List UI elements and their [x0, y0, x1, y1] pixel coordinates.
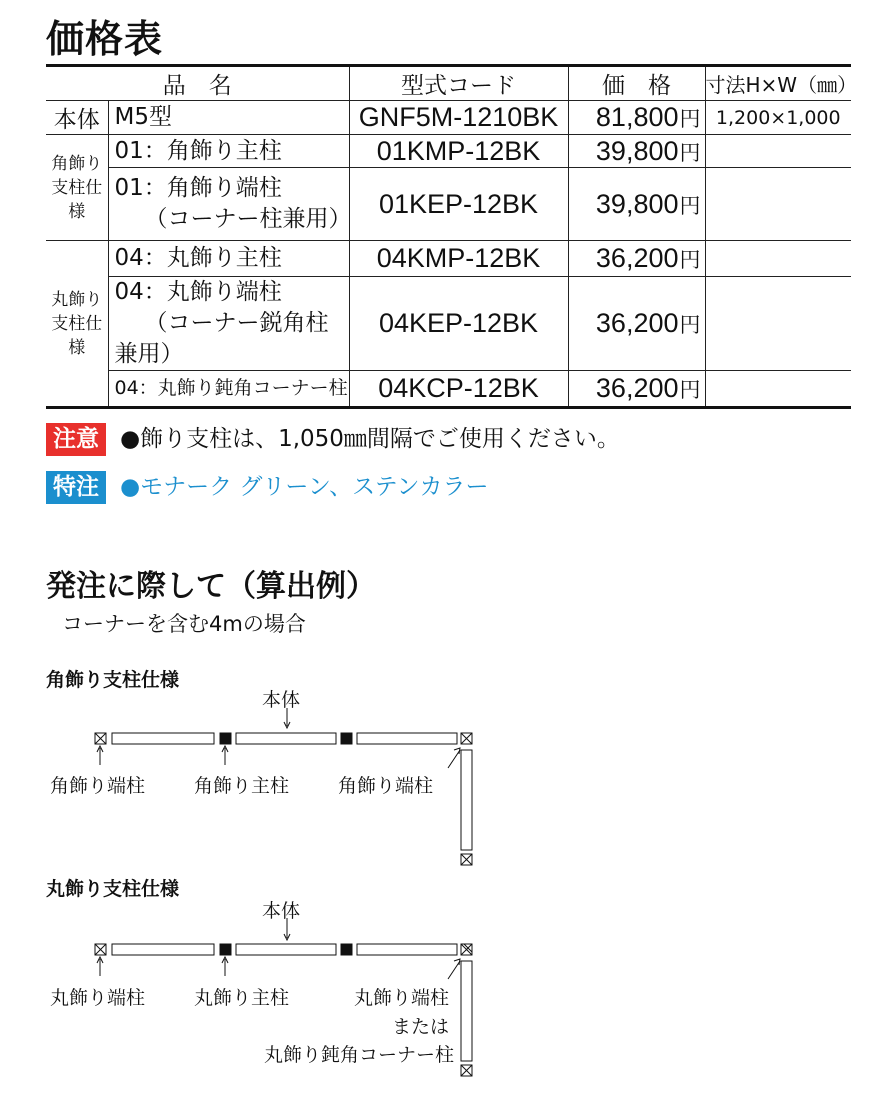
group-kaku-label: 角飾り 支柱仕様 [46, 135, 108, 241]
maru-end-price: 36,200円 [568, 277, 705, 371]
maru-label-end1: 丸飾り端柱 [50, 987, 146, 1009]
kaku-end-price: 39,800円 [568, 168, 705, 241]
diagram-kaku-title: 角飾り支柱仕様 [46, 669, 180, 691]
diagram-maru-body-label: 本体 [262, 900, 301, 922]
maru-end-code: 04KEP-12BK [349, 277, 568, 371]
maru-main-code: 04KMP-12BK [349, 241, 568, 277]
kaku-label-end1: 角飾り端柱 [50, 775, 146, 797]
table-row [46, 371, 851, 408]
main-post-icon [341, 944, 352, 955]
main-group: 本体 [46, 101, 108, 135]
end-post-icon [95, 944, 106, 955]
end-post-icon [461, 733, 472, 744]
table-row [46, 277, 851, 371]
diagram-maru-title: 丸飾り支柱仕様 [46, 878, 180, 900]
header-code: 型式コード [349, 66, 568, 101]
special-note [46, 468, 488, 504]
kaku-main-code: 01KMP-12BK [349, 135, 568, 168]
kaku-main-name: 01：角飾り主柱 [108, 135, 349, 168]
panel [357, 733, 457, 744]
maru-main-price: 36,200円 [568, 241, 705, 277]
end-post-icon [461, 944, 472, 955]
kaku-label-main: 角飾り主柱 [194, 775, 290, 797]
caution-text: ●飾り支柱は、1,050㎜間隔でご使用ください。 [120, 426, 620, 452]
caution-badge: 注意 [46, 423, 106, 456]
kaku-main-price: 39,800円 [568, 135, 705, 168]
page-title: 価格表 [46, 17, 164, 61]
kaku-end-code: 01KEP-12BK [349, 168, 568, 241]
order-heading: 発注に際して（算出例） [46, 569, 376, 604]
main-post-icon [341, 733, 352, 744]
main-name: M5型 [108, 101, 349, 135]
main-post-icon [220, 733, 231, 744]
maru-label-corner: 丸飾り鈍角コーナー柱 [264, 1044, 455, 1066]
table-row [46, 101, 851, 135]
maru-main-name: 04：丸飾り主柱 [108, 241, 349, 277]
table-row [46, 241, 851, 277]
header-name: 品 名 [46, 66, 349, 101]
maru-label-end2: 丸飾り端柱 [354, 987, 450, 1009]
panel [461, 750, 472, 850]
maru-corner-name: 04：丸飾り鈍角コーナー柱 [108, 371, 349, 408]
end-post-icon [461, 854, 472, 865]
table-row [46, 135, 851, 168]
main-post-icon [220, 944, 231, 955]
main-size: 1,200×1,000 [705, 101, 851, 135]
maru-corner-code: 04KCP-12BK [349, 371, 568, 408]
price-table [46, 64, 858, 409]
kaku-label-end2: 角飾り端柱 [338, 775, 434, 797]
panel [236, 733, 336, 744]
caution-note [46, 420, 620, 456]
order-subtitle: コーナーを含む4mの場合 [62, 612, 306, 636]
end-post-icon [461, 1065, 472, 1076]
special-badge: 特注 [46, 471, 106, 504]
special-text: ●モナーク グリーン、ステンカラー [120, 474, 489, 500]
header-price: 価 格 [568, 66, 705, 101]
kaku-end-name: 01：角飾り端柱 （コーナー柱兼用） [108, 168, 349, 241]
panel [357, 944, 457, 955]
panel [461, 961, 472, 1061]
panel [236, 944, 336, 955]
maru-label-main: 丸飾り主柱 [194, 987, 290, 1009]
table-header-row [46, 66, 851, 101]
end-post-icon [95, 733, 106, 744]
main-code: GNF5M-1210BK [349, 101, 568, 135]
maru-end-name: 04：丸飾り端柱 （コーナー鋭角柱兼用） [108, 277, 349, 371]
maru-label-or: または [392, 1016, 450, 1038]
maru-corner-price: 36,200円 [568, 371, 705, 408]
main-price: 81,800円 [568, 101, 705, 135]
group-maru-label: 丸飾り 支柱仕様 [46, 241, 108, 408]
panel [112, 944, 214, 955]
header-size: 寸法H×W（㎜） [705, 66, 851, 101]
diagram-kaku-body-label: 本体 [262, 689, 301, 711]
panel [112, 733, 214, 744]
table-row [46, 168, 851, 241]
